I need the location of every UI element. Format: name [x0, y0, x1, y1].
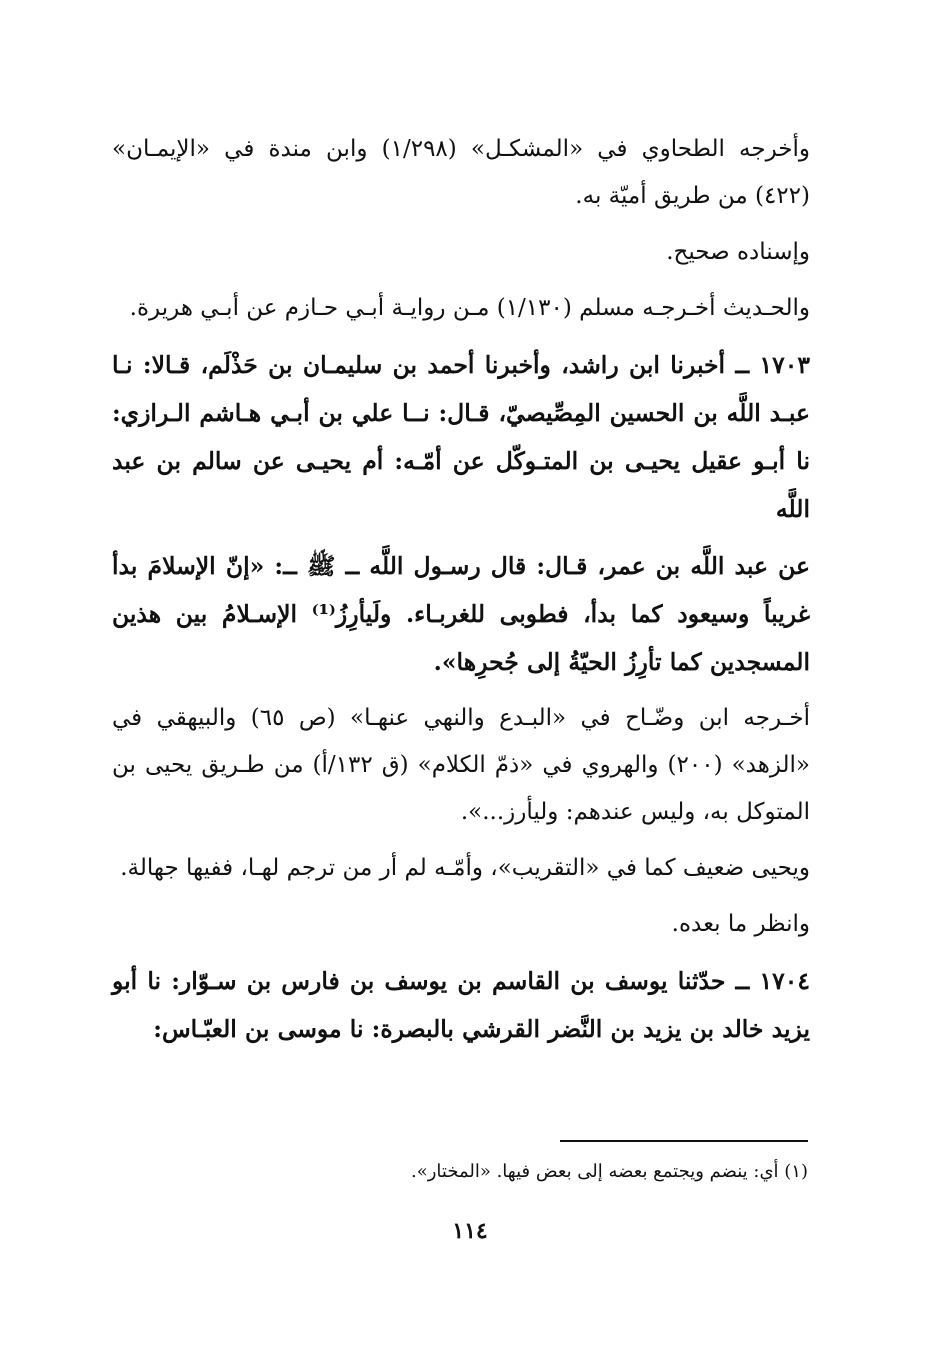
paragraph-takhrij-tahawi: وأخرجه الطحاوي في «المشكـل» (١/٢٩٨) وابن مندة في «الإيمـان» (٤٢٢) من طريق أميّة به. [112, 136, 810, 209]
footnote: (١) أي: ينضم ويجتمع بعضه إلى بعض فيها. «المختار». [410, 1161, 808, 1182]
footnote-divider [560, 1140, 808, 1142]
paragraph-yahya-daif: ويحيى ضعيف كما في «التقريب»، وأمّـه لم أر من ترجم لهـا، ففيها جهالة. [120, 855, 810, 881]
hadith-1703-isnad: ١٧٠٣ ــ أخبرنا ابن راشد، وأخبرنا أحمد بن سليمـان بن حَذْلَم، قـالا: نـا عبـد اللَّه بن الحسين المِصِّيصيّ، قـال: نــا علي بن أبـي هـاشم الـرازي: نا أبـو عقيل يحيـى بن المتـوكّل عن أمّـه: أم يحيـى عن سالم بن عبد اللَّه [112, 351, 810, 523]
paragraph-muslim: والحـديث أخـرجـه مسلم (١/١٣٠) مـن روايـة أبـي حـازم عن أبـي هريرة. [129, 295, 810, 321]
hadith-1704-isnad: ١٧٠٤ ــ حدّثنا يوسف بن القاسم بن يوسف بن فارس بن سـوّار: نا أبو يزيد خالد بن يزيد بن النَّضر القرشي بالبصرة: نا موسى بن العبّـاس: [112, 967, 810, 1043]
paragraph-isnad-sahih: وإسناده صحيح. [666, 239, 810, 265]
main-text [112, 126, 810, 1062]
paragraph-takhrij-ibn-waddah: أخـرجه ابن وضّـاح في «البـدع والنهي عنهـا» (ص ٦٥) والبيهقي في «الزهد» (٢٠٠) والهروي في «ذمّ الكلام» (ق ١٣٢/أ) من طـريق يحيى بن المتوكل به، وليس عندهم: وليأرز...». [112, 705, 811, 825]
paragraph-see-next: وانظر ما بعده. [671, 911, 810, 937]
hadith-1703-matn: عن عبد اللَّه بن عمر، قـال: قال رسـول اللَّه ــ ﷺ ــ: «إنّ الإسلامَ بدأ غريباً وسيعود كما بدأ، فطوبى للغربـاء. ولَيأرِزُ⁽¹⁾ الإسـلامُ بين هذين المسجدين كما تأرِزُ الحيّةُ إلى جُحرِها». [112, 552, 810, 676]
page-number: ١١٤ [452, 1218, 488, 1244]
